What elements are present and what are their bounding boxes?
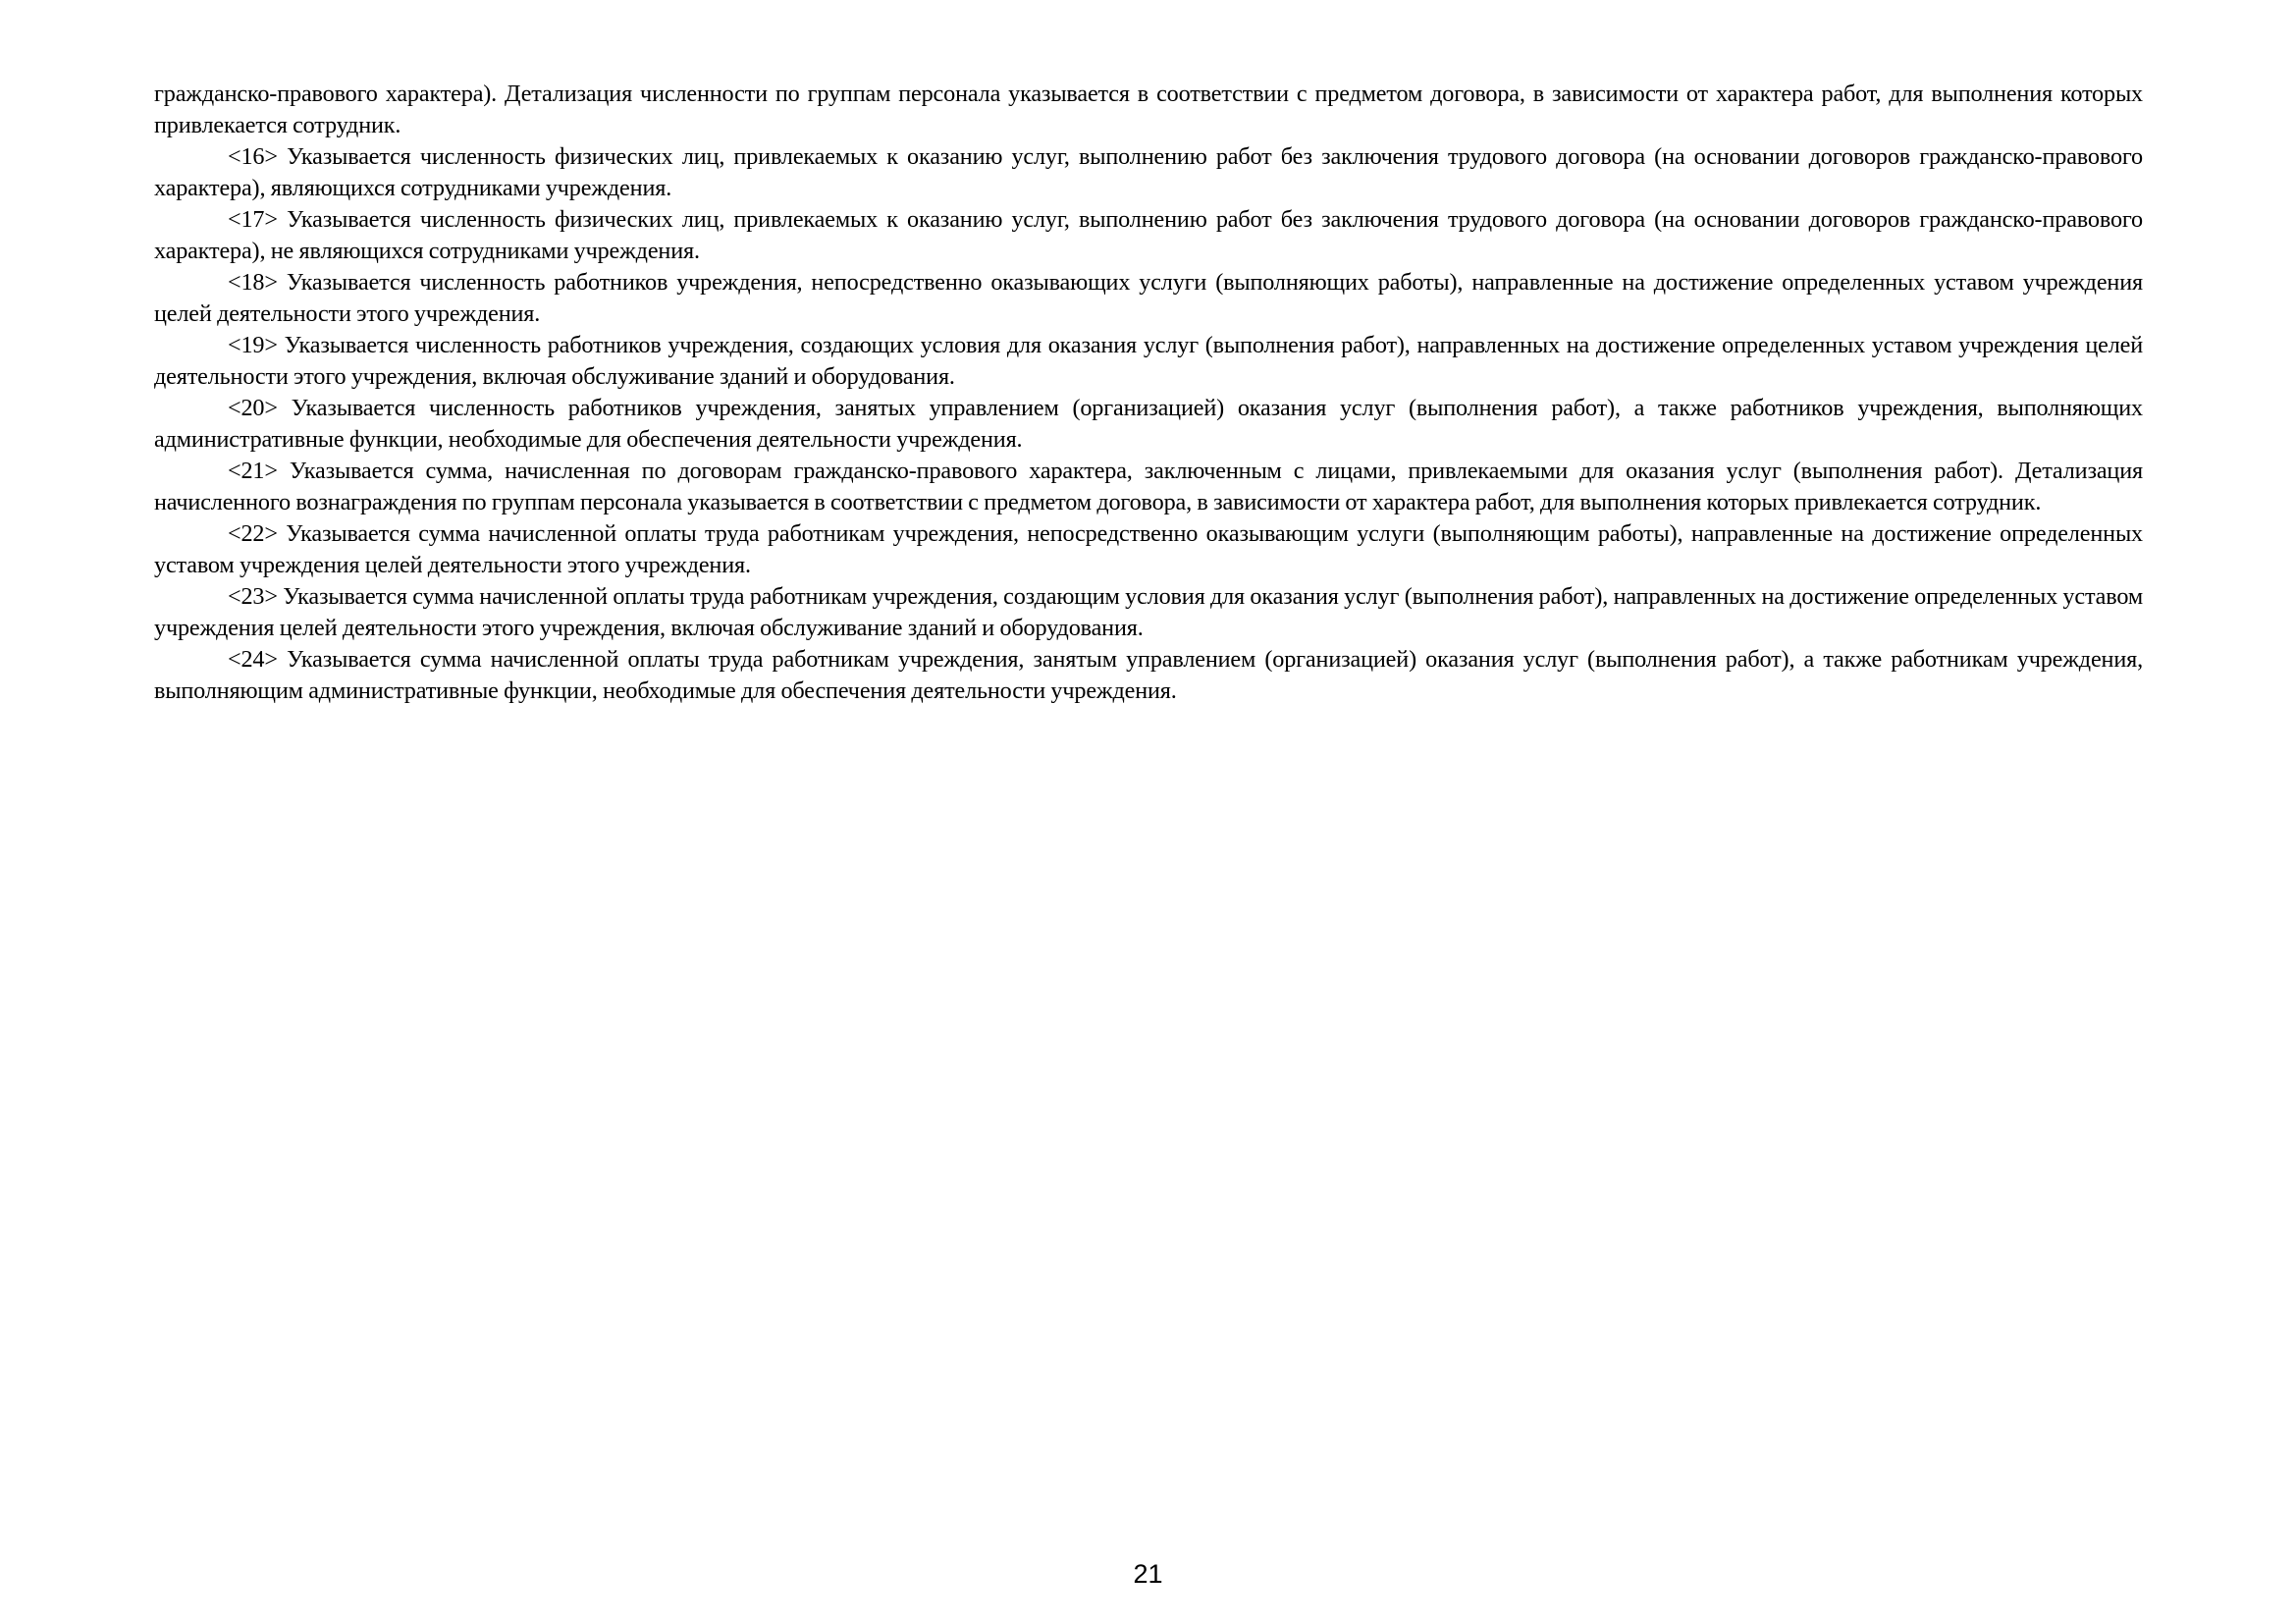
footnote-19: <19> Указывается численность работников учреждения, создающих условия для оказания услуг (выполнения работ), направленных на достижение определенных уставом учреждения целей деятельности этого учреждения, включая обслуживание зданий и оборудования.	[154, 332, 2143, 390]
footnote-17: <17> Указывается численность физических лиц, привлекаемых к оказанию услуг, выполнению работ без заключения трудового договора (на основании договоров гражданско-правового характера), не являющихся сотрудниками учреждения.	[154, 206, 2143, 264]
footnote-continuation-15: гражданско-правового характера). Детализация численности по группам персонала указывается в соответствии с предметом договора, в зависимости от характера работ, для выполнения которых привлекается сотрудник.	[154, 81, 2143, 138]
footnote-23: <23> Указывается сумма начисленной оплаты труда работникам учреждения, создающим условия для оказания услуг (выполнения работ), направленных на достижение определенных уставом учреждения целей деятельности этого учреждения, включая обслуживание зданий и оборудования.	[154, 583, 2143, 641]
footnote-21: <21> Указывается сумма, начисленная по договорам гражданско-правового характера, заключенным с лицами, привлекаемыми для оказания услуг (выполнения работ). Детализация начисленного вознаграждения по группам персонала указывается в соответствии с предметом договора, в зависимости от характера работ, для выполнения которых привлекается сотрудник.	[154, 458, 2143, 515]
footnote-16: <16> Указывается численность физических лиц, привлекаемых к оказанию услуг, выполнению работ без заключения трудового договора (на основании договоров гражданско-правового характера), являющихся сотрудниками учреждения.	[154, 143, 2143, 201]
footnote-18: <18> Указывается численность работников учреждения, непосредственно оказывающих услуги (выполняющих работы), направленные на достижение определенных уставом учреждения целей деятельности этого учреждения.	[154, 269, 2143, 327]
footnote-20: <20> Указывается численность работников учреждения, занятых управлением (организацией) оказания услуг (выполнения работ), а также работников учреждения, выполняющих административные функции, необходимые для обеспечения деятельности учреждения.	[154, 395, 2143, 453]
footnote-24: <24> Указывается сумма начисленной оплаты труда работникам учреждения, занятым управлением (организацией) оказания услуг (выполнения работ), а также работникам учреждения, выполняющим административные функции, необходимые для обеспечения деятельности учреждения.	[154, 646, 2143, 704]
document-page	[154, 79, 2143, 707]
page-number: 21	[1133, 1559, 1163, 1589]
footnote-22: <22> Указывается сумма начисленной оплаты труда работникам учреждения, непосредственно оказывающим услуги (выполняющим работы), направленные на достижение определенных уставом учреждения целей деятельности этого учреждения.	[154, 520, 2143, 578]
